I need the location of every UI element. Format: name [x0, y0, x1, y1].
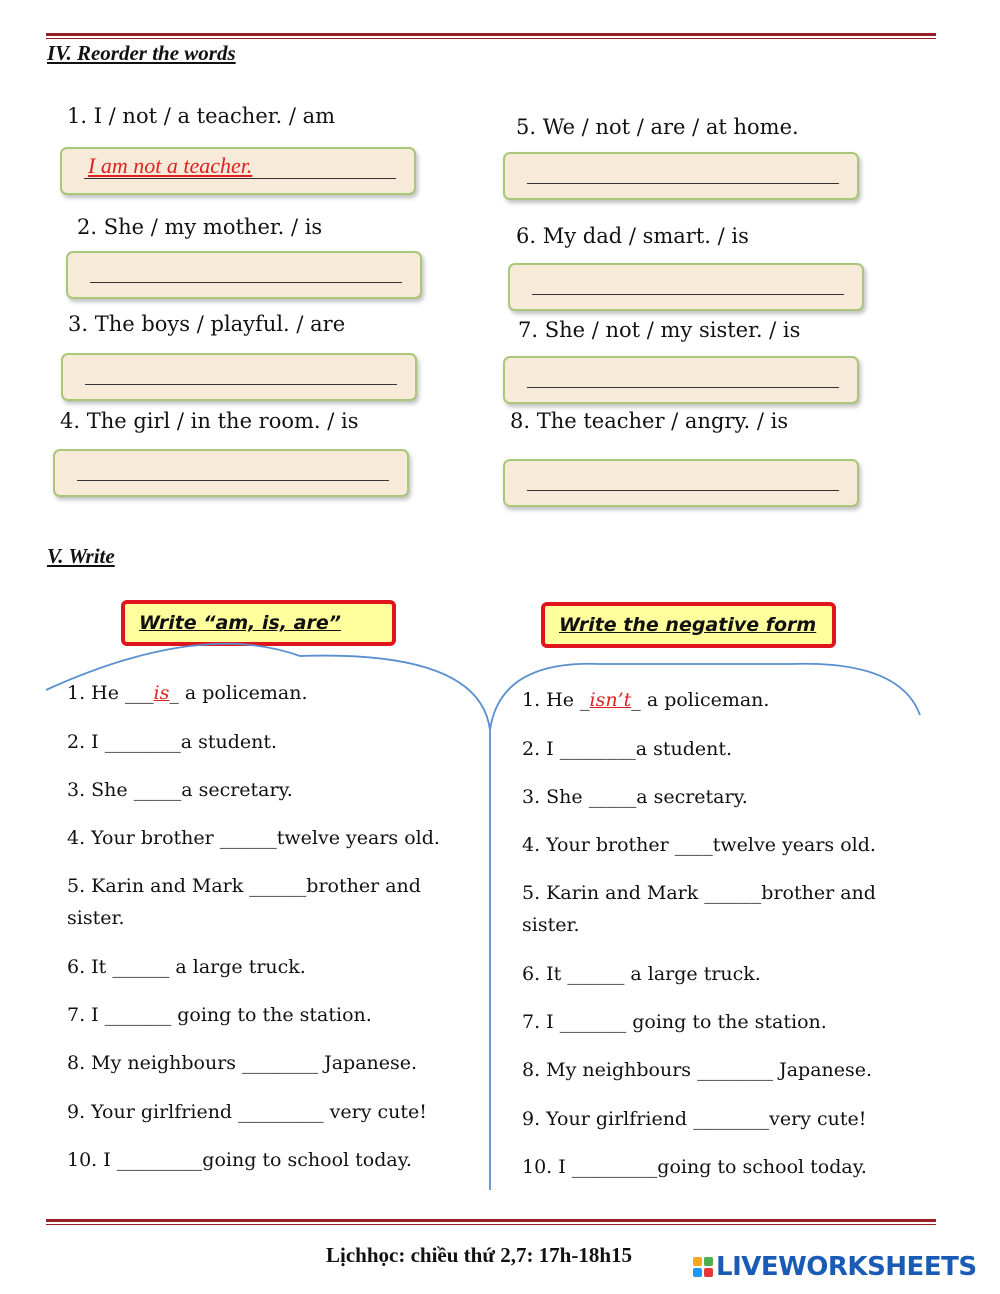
right-line-5: 5. Karin and Mark ______brother and sister. — [522, 882, 876, 936]
left-line-1: 1. He ___is_ a policeman. — [67, 682, 308, 704]
right-line-9: 9. Your girlfriend ________very cute! — [522, 1108, 867, 1130]
schedule-text: Lịchhọc: chiều thứ 2,7: 17h-18h15 — [326, 1243, 633, 1267]
section-5-title: V. Write — [47, 544, 115, 568]
right-line-1: 1. He _isn’t_ a policeman. — [522, 689, 770, 711]
reorder-question-6: 6. My dad / smart. / is — [516, 224, 749, 248]
left-line-6: 6. It ______ a large truck. — [67, 956, 306, 978]
liveworksheets-logo[interactable] — [693, 1252, 977, 1282]
right-exercise-heading: Write the negative form — [541, 602, 836, 648]
left-line-10: 10. I _________going to school today. — [67, 1149, 412, 1171]
reorder-question-8: 8. The teacher / angry. / is — [510, 409, 789, 433]
logo-grid-icon — [693, 1257, 713, 1277]
left-line-8: 8. My neighbours ________ Japanese. — [67, 1052, 418, 1074]
logo-text: LIVEWORKSHEETS — [716, 1252, 977, 1282]
reorder-question-1: 1. I / not / a teacher. / am — [67, 104, 336, 128]
right-line-4: 4. Your brother ____twelve years old. — [522, 834, 876, 856]
left-line-2: 2. I ________a student. — [67, 731, 278, 753]
right-line-10: 10. I _________going to school today. — [522, 1156, 867, 1178]
left-line-9: 9. Your girlfriend _________ very cute! — [67, 1101, 427, 1123]
right-answer-1: isn’t — [589, 689, 632, 711]
section-4-title: IV. Reorder the words — [47, 41, 236, 65]
left-line-5: 5. Karin and Mark ______brother and sister. — [67, 875, 421, 929]
right-line-7: 7. I _______ going to the station. — [522, 1011, 827, 1033]
reorder-question-5: 5. We / not / are / at home. — [516, 115, 799, 139]
left-exercise-heading: Write “am, is, are” — [121, 600, 396, 646]
right-line-8: 8. My neighbours ________ Japanese. — [522, 1059, 873, 1081]
reorder-question-2: 2. She / my mother. / is — [77, 215, 323, 239]
reorder-question-4: 4. The girl / in the room. / is — [60, 409, 359, 433]
left-line-7: 7. I _______ going to the station. — [67, 1004, 372, 1026]
left-answer-1: is — [153, 682, 170, 704]
right-line-6: 6. It ______ a large truck. — [522, 963, 761, 985]
left-line-4: 4. Your brother ______twelve years old. — [67, 827, 440, 849]
left-line-3: 3. She _____a secretary. — [67, 779, 293, 801]
bottom-divider — [46, 1219, 936, 1222]
right-line-3: 3. She _____a secretary. — [522, 786, 748, 808]
answer-text-1: I am not a teacher. — [88, 153, 253, 178]
right-line-2: 2. I ________a student. — [522, 738, 733, 760]
reorder-question-7: 7. She / not / my sister. / is — [518, 318, 801, 342]
reorder-question-3: 3. The boys / playful. / are — [68, 312, 346, 336]
